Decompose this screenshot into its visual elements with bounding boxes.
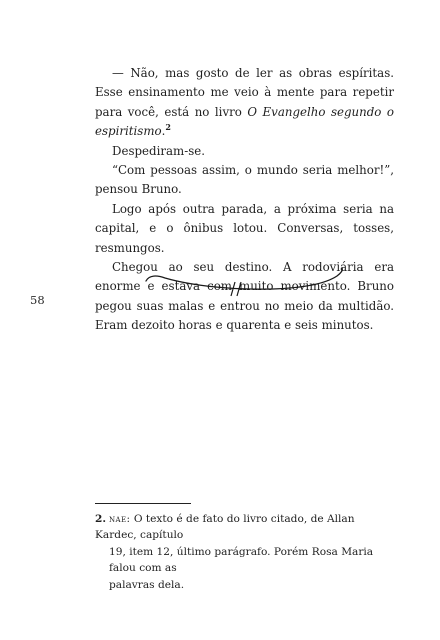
paragraph-bus: Logo após outra parada, a próxima seria na capital, e o ônibus lotou. Conversas, tosses, resmungos.: [95, 201, 394, 255]
footnote-number: 2.: [95, 513, 107, 525]
paragraph-dialogue: [95, 64, 394, 142]
footnote-divider: [95, 503, 191, 504]
footnote-text-line-1: O texto é de fato do livro citado, de Allan Kardec, capítulo: [95, 513, 355, 542]
footnote-label: nae:: [109, 513, 131, 525]
footnote: [95, 511, 394, 593]
page-number: 58: [30, 293, 45, 307]
paragraph-dialogue-text: — Não, mas gosto de ler as obras espíritas. Esse ensinamento me veio à mente para repetir para você, está no livro: [95, 66, 394, 119]
flourish-divider-icon: [143, 262, 347, 302]
book-title: O Evangelho segundo o espiritismo: [95, 104, 395, 139]
paragraph-thought: “Com pessoas assim, o mundo seria melhor!”, pensou Bruno.: [95, 163, 394, 197]
paragraph-arrival: Chegou ao seu destino. A rodoviária era enorme e estava com muito movimento. Bruno pegou suas malas e entrou no meio da multidão. Eram dezoito horas e quarenta e seis minutos.: [95, 260, 394, 333]
sentence-end: .: [161, 124, 166, 139]
footnote-text-line-2: 19, item 12, último parágrafo. Porém Rosa Maria falou com as: [109, 545, 374, 575]
footnote-reference[interactable]: 2: [165, 122, 171, 133]
paragraph-farewell: Despediram-se.: [112, 143, 205, 158]
footnote-text-line-3: palavras dela.: [109, 578, 185, 591]
footnote-line: [95, 511, 394, 544]
